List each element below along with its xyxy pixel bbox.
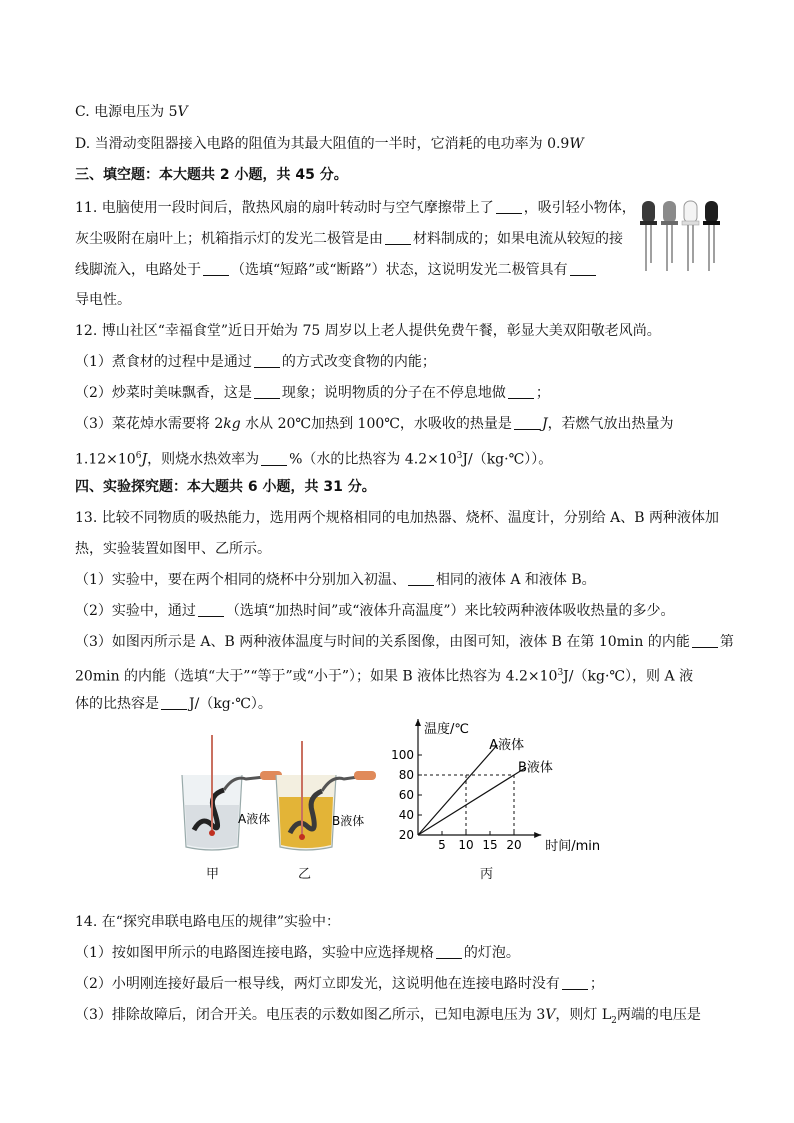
y-tick-label: 60 [398, 788, 414, 802]
series-line-b [418, 768, 526, 836]
beaker-figures [172, 735, 382, 855]
beaker-a-label: A液体 [238, 812, 271, 826]
x-axis-arrow [534, 832, 541, 838]
led-white [682, 201, 699, 271]
answer-blank[interactable] [261, 451, 287, 466]
section-4-title: 四、实验探究题：本大题共 6 小题，共 31 分。 [75, 479, 376, 495]
q13-part-3-cont: 20min 的内能（选填“大于”“等于”或“小于”）；如果 B 液体比热容为 $4.2\times 10^3J/(kg\cdot℃)$，则 A 液 [75, 668, 694, 685]
y-axis-label: 温度/℃ [424, 722, 469, 737]
q14-part-3: （3）排除故障后，闭合开关。电压表的示数如图乙所示，已知电源电压为 3V，则灯 $L_2$两端的电压是 [75, 1007, 701, 1026]
answer-blank[interactable] [408, 571, 434, 586]
series-line-a [418, 745, 497, 835]
led-dark [640, 201, 657, 271]
answer-blank[interactable] [203, 261, 229, 276]
answer-blank[interactable] [198, 602, 224, 617]
answer-blank[interactable] [514, 415, 540, 430]
led-grey [661, 201, 678, 271]
answer-blank[interactable] [562, 975, 588, 990]
answer-blank[interactable] [496, 199, 522, 214]
q12-part-3: （3）菜花焯水需要将 2kg 水从 20℃加热到 100℃，水吸收的热量是 J，若燃气放出热量为 [75, 416, 674, 432]
x-tick-label: 15 [482, 838, 498, 852]
series-label-a: A液体 [489, 738, 525, 753]
answer-blank[interactable] [436, 944, 462, 959]
q13-line-2: 热，实验装置如图甲、乙所示。 [75, 541, 271, 557]
y-axis-arrow [415, 719, 421, 726]
answer-blank[interactable] [508, 384, 534, 399]
answer-blank[interactable] [385, 230, 411, 245]
q11-line-4: 导电性。 [75, 292, 131, 308]
q13-part-3: （3）如图丙所示是 A、B 两种液体温度与时间的关系图像，由图可知，液体 B 在第 10min 的内能 第 [75, 634, 734, 650]
answer-blank[interactable] [254, 384, 280, 399]
q14-part-1: （1）按如图甲所示的电路图连接电路，实验中应选择规格 的灯泡。 [75, 945, 520, 961]
q13-part-1: （1）实验中，要在两个相同的烧杯中分别加入初温、 相同的液体 A 和液体 B。 [75, 572, 596, 588]
answer-blank[interactable] [254, 353, 280, 368]
q11-line-2: 灰尘吸附在扇叶上；机箱指示灯的发光二极管是由 材料制成的；如果电流从较短的接 [75, 231, 623, 247]
q13-part-3-end: 体的比热容是 J/（kg·℃）。 [75, 696, 272, 712]
q12-part-3-cont: $1.12\times 10^6J$，则烧水热效率为 %（水的比热容为 $4.2\times 10^3J/(kg\cdot℃)$）。 [75, 451, 553, 468]
beaker-b [276, 741, 376, 850]
y-tick-label: 20 [398, 828, 414, 842]
q11-line-3: 线脚流入，电路处于 （选填“短路”或“断路”）状态，这说明发光二极管具有 [75, 260, 598, 280]
q14-intro: 14. 在“探究串联电路电压的规律”实验中： [75, 914, 341, 930]
y-tick-label: 40 [398, 808, 414, 822]
beaker-b-label: B液体 [332, 814, 365, 828]
x-tick-label: 10 [458, 838, 474, 852]
caption-bing: 丙 [480, 867, 494, 882]
option-c: C. 电源电压为 5V [75, 104, 188, 120]
q11-line-1: 11. 电脑使用一段时间后，散热风扇的扇叶转动时与空气摩擦带上了 ，吸引轻小物体， [75, 200, 636, 216]
x-tick-label: 5 [438, 838, 446, 852]
beaker-a [182, 735, 282, 850]
q13-line-1: 13. 比较不同物质的吸热能力，选用两个规格相同的电加热器、烧杯、温度计，分别给 A、B 两种液体加 [75, 510, 720, 526]
q12-intro: 12. 博山社区“幸福食堂”近日开始为 75 周岁以上老人提供免费午餐，彰显大美双阳敬老风尚。 [75, 323, 661, 339]
q14-part-2: （2）小明刚连接好最后一根导线，两灯立即发光，这说明他在连接电路时没有 ； [75, 976, 604, 992]
q13-part-2: （2）实验中，通过 （选填“加热时间”或“液体升高温度”）来比较两种液体吸收热量的多少。 [75, 603, 675, 619]
caption-jia: 甲 [206, 867, 220, 882]
y-tick-label: 100 [391, 748, 414, 762]
series-label-b: B液体 [518, 760, 553, 776]
caption-yi: 乙 [298, 867, 312, 882]
x-axis-label: 时间/min [545, 839, 601, 854]
section-3-title: 三、填空题：本大题共 2 小题，共 45 分。 [75, 167, 348, 183]
q12-part-1: （1）煮食材的过程中是通过 的方式改变食物的内能； [75, 354, 436, 370]
y-tick-label: 80 [398, 768, 414, 782]
answer-blank[interactable] [161, 695, 187, 710]
led-black [703, 201, 720, 271]
x-tick-label: 20 [506, 838, 522, 852]
led-diodes-image [638, 197, 722, 275]
temperature-time-chart [388, 715, 628, 860]
answer-blank[interactable] [570, 261, 596, 276]
option-d: D. 当滑动变阻器接入电路的阻值为其最大阻值的一半时，它消耗的电功率为 0.9W [75, 136, 584, 152]
answer-blank[interactable] [692, 633, 718, 648]
q12-part-2: （2）炒菜时美味飘香，这是 现象；说明物质的分子在不停息地做 ； [75, 385, 550, 401]
